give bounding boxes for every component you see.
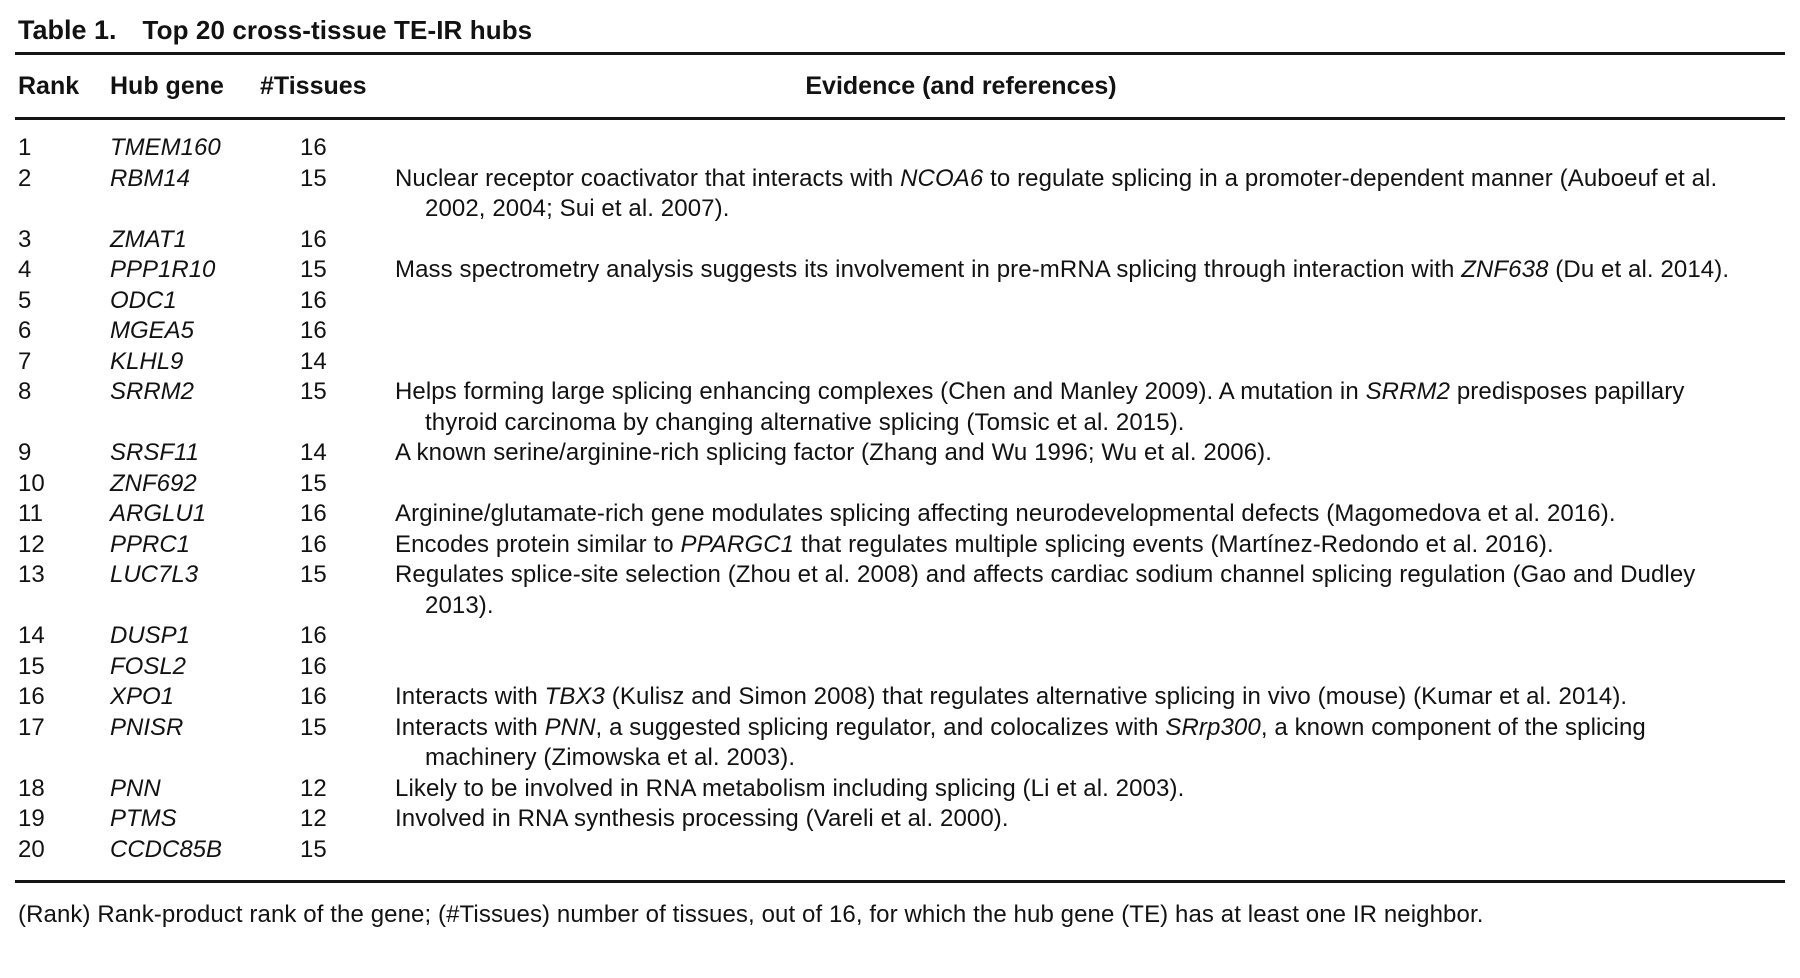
tissues-cell: 16	[300, 317, 327, 344]
table-row	[15, 316, 1785, 347]
evidence-cell	[392, 835, 1737, 866]
evidence-cell	[392, 286, 1737, 317]
gene-cell: TMEM160	[110, 134, 221, 161]
table-title: Top 20 cross-tissue TE-IR hubs	[142, 15, 533, 45]
tissues-cell: 15	[300, 561, 327, 588]
evidence-cell	[392, 347, 1737, 378]
evidence-cell	[392, 225, 1737, 256]
rank-cell: 6	[18, 317, 32, 344]
table-row	[15, 255, 1785, 286]
table-row	[15, 286, 1785, 317]
tissues-cell: 16	[300, 500, 327, 527]
rank-cell: 10	[18, 469, 45, 497]
rank-cell: 2	[18, 164, 32, 192]
evidence-cell: Likely to be involved in RNA metabolism including splicing (Li et al. 2003).	[395, 774, 1185, 802]
evidence-cell: Interacts with PNN, a suggested splicing regulator, and colocalizes with SRrp300, a known component of the splicing machinery (Zimowska et al. 2003).	[395, 713, 1646, 771]
gene-cell: SRRM2	[110, 378, 195, 405]
tissues-cell: 16	[300, 622, 327, 649]
evidence-cell: Helps forming large splicing enhancing complexes (Chen and Manley 2009). A mutation in SRRM2 predisposes papillary thyroid carcinoma by changing alternative splicing (Tomsic et al. 2015).	[395, 378, 1685, 436]
evidence-cell: Interacts with TBX3 (Kulisz and Simon 2008) that regulates alternative splicing in vivo (mouse) (Kumar et al. 2014).	[395, 683, 1628, 710]
table-row	[15, 225, 1785, 256]
evidence-cell: Encodes protein similar to PPARGC1 that regulates multiple splicing events (Martínez-Redondo et al. 2016).	[395, 530, 1554, 558]
table-caption	[15, 0, 1785, 55]
gene-cell: LUC7L3	[110, 561, 199, 588]
gene-cell: MGEA5	[110, 317, 195, 344]
rank-cell: 5	[18, 286, 32, 314]
table-row	[15, 133, 1785, 164]
column-header-hub-gene: Hub gene	[110, 71, 224, 100]
tissues-cell: 16	[300, 530, 327, 558]
rank-cell: 13	[18, 561, 45, 588]
table-number-label: Table 1.	[18, 15, 117, 45]
table-row	[15, 682, 1785, 713]
rank-cell: 14	[18, 622, 45, 649]
table-row	[15, 377, 1785, 438]
tissues-cell: 14	[300, 347, 327, 375]
tissues-cell: 15	[300, 164, 327, 192]
gene-cell: RBM14	[110, 164, 191, 192]
rank-cell: 20	[18, 835, 45, 863]
tissues-cell: 15	[300, 256, 327, 283]
gene-cell: ODC1	[110, 286, 177, 314]
table-row	[15, 835, 1785, 866]
tissues-cell: 15	[300, 378, 327, 405]
tissues-cell: 14	[300, 439, 327, 466]
table-row	[15, 469, 1785, 500]
gene-cell: FOSL2	[110, 652, 187, 680]
column-header-evidence: Evidence (and references)	[805, 71, 1117, 100]
rank-cell: 11	[18, 500, 43, 527]
evidence-cell	[392, 469, 1737, 500]
gene-cell: XPO1	[110, 683, 175, 710]
table-footnote: (Rank) Rank-product rank of the gene; (#Tissues) number of tissues, out of 16, for which the hub gene (TE) has at least one IR neighbor.	[18, 901, 1484, 928]
tissues-cell: 16	[300, 134, 327, 161]
column-header-tissues: #Tissues	[260, 71, 367, 100]
evidence-cell: Arginine/glutamate-rich gene modulates splicing affecting neurodevelopmental defects (Magomedova et al. 2016).	[395, 500, 1616, 527]
gene-cell: KLHL9	[110, 347, 184, 375]
rank-cell: 12	[18, 530, 45, 558]
gene-cell: ARGLU1	[110, 500, 207, 527]
tissues-cell: 15	[300, 469, 327, 497]
rank-cell: 16	[18, 683, 45, 710]
tissues-cell: 16	[300, 225, 327, 253]
table-figure	[15, 0, 1785, 930]
evidence-cell	[392, 133, 1737, 164]
gene-cell: DUSP1	[110, 622, 191, 649]
table-row	[15, 164, 1785, 225]
rank-cell: 3	[18, 225, 32, 253]
tissues-cell: 12	[300, 805, 327, 832]
table-row	[15, 499, 1785, 530]
evidence-cell: A known serine/arginine-rich splicing factor (Zhang and Wu 1996; Wu et al. 2006).	[395, 439, 1273, 466]
rank-cell: 15	[18, 652, 45, 680]
gene-cell: PNN	[110, 774, 161, 802]
table-row	[15, 438, 1785, 469]
table-row	[15, 652, 1785, 683]
evidence-cell: Nuclear receptor coactivator that interacts with NCOA6 to regulate splicing in a promoter-dependent manner (Auboeuf et al. 2002, 2004; Sui et al. 2007).	[395, 164, 1718, 222]
rank-cell: 8	[18, 378, 32, 405]
table-row	[15, 560, 1785, 621]
evidence-cell	[392, 652, 1737, 683]
table-row	[15, 621, 1785, 652]
table-row	[15, 774, 1785, 805]
gene-cell: PNISR	[110, 713, 184, 741]
tissues-cell: 16	[300, 683, 327, 710]
tissues-cell: 16	[300, 286, 327, 314]
evidence-cell	[392, 316, 1737, 347]
rank-cell: 4	[18, 256, 32, 283]
rank-cell: 17	[18, 713, 45, 741]
evidence-cell: Involved in RNA synthesis processing (Vareli et al. 2000).	[395, 805, 1009, 832]
tissues-cell: 12	[300, 774, 327, 802]
evidence-cell: Mass spectrometry analysis suggests its involvement in pre-mRNA splicing through interaction with ZNF638 (Du et al. 2014).	[395, 256, 1730, 283]
gene-cell: PTMS	[110, 805, 177, 832]
tissues-cell: 16	[300, 652, 327, 680]
column-header-row	[15, 55, 1785, 120]
table-row	[15, 804, 1785, 835]
rank-cell: 19	[18, 805, 45, 832]
gene-cell: ZNF692	[110, 469, 197, 497]
rank-cell: 1	[18, 134, 32, 161]
evidence-cell: Regulates splice-site selection (Zhou et al. 2008) and affects cardiac sodium channel splicing regulation (Gao and Dudley 2013).	[395, 561, 1696, 619]
rank-cell: 9	[18, 439, 32, 466]
table-body	[15, 120, 1785, 883]
gene-cell: PPP1R10	[110, 256, 216, 283]
evidence-cell	[392, 621, 1737, 652]
column-header-rank: Rank	[18, 71, 80, 100]
rank-cell: 18	[18, 774, 45, 802]
tissues-cell: 15	[300, 713, 327, 741]
gene-cell: CCDC85B	[110, 835, 223, 863]
tissues-cell: 15	[300, 835, 327, 863]
gene-cell: PPRC1	[110, 530, 191, 558]
table-row	[15, 347, 1785, 378]
rank-cell: 7	[18, 347, 32, 375]
table-row	[15, 530, 1785, 561]
table-row	[15, 713, 1785, 774]
gene-cell: ZMAT1	[110, 225, 187, 253]
gene-cell: SRSF11	[110, 439, 199, 466]
